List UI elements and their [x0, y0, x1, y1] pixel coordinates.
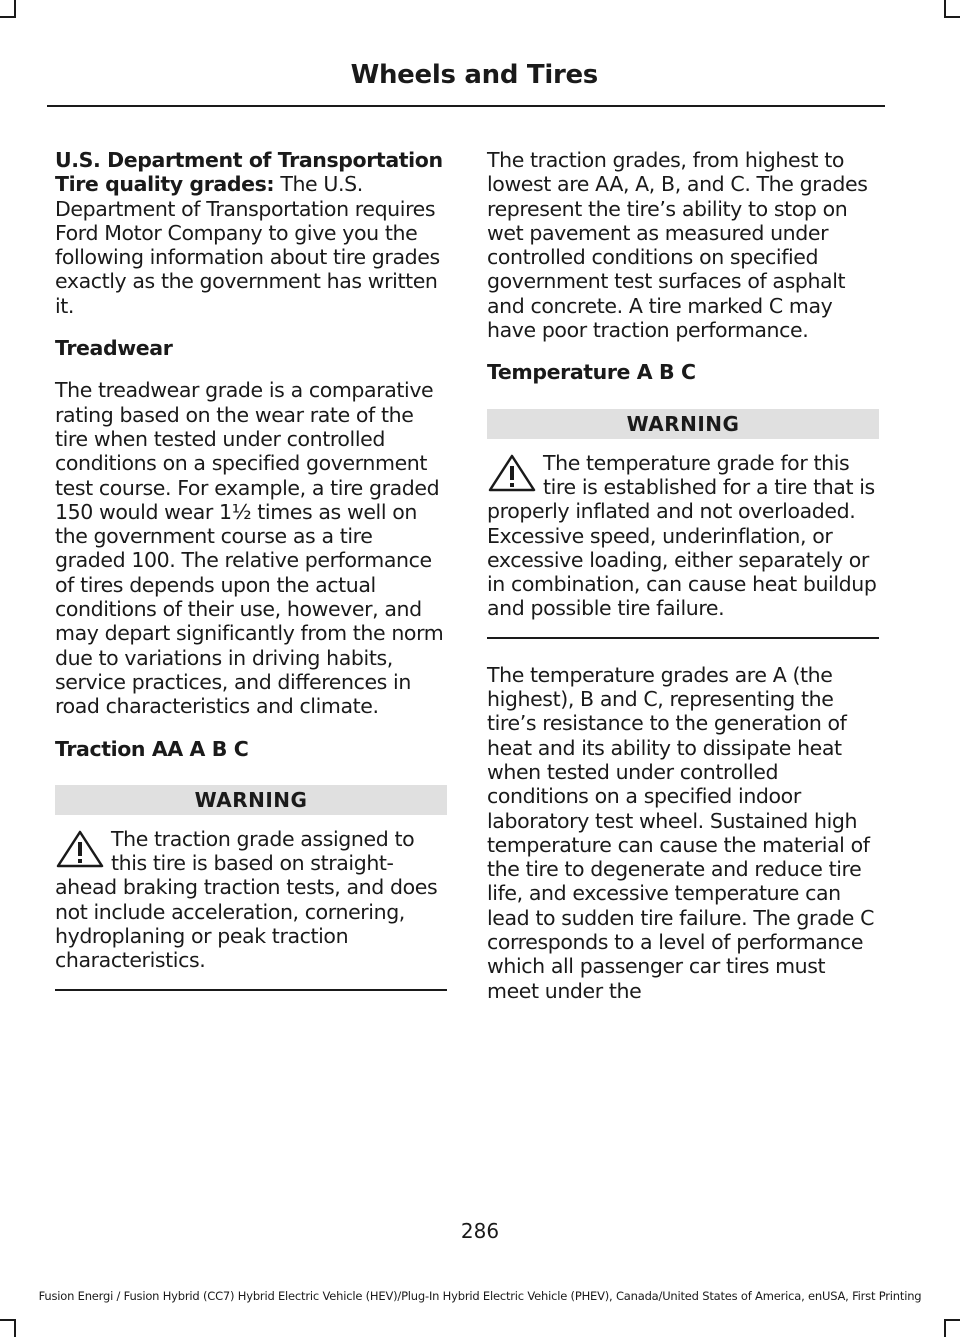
warning-label: WARNING: [487, 409, 879, 439]
intro-bold-lead: U.S. Department of Transportation Tire quality grades:: [55, 148, 443, 197]
footer-text: Fusion Energi / Fusion Hybrid (CC7) Hybrid Electric Vehicle (HEV)/Plug-In Hybrid Electric Vehicle (PHEV), Canada/United States of America, enUSA, First Printing: [38, 1289, 922, 1303]
page-number: 286: [460, 1219, 500, 1243]
right-column: [487, 148, 879, 1021]
crop-mark: [944, 1319, 946, 1337]
warning-divider: [55, 989, 447, 991]
warning-triangle-icon: [55, 829, 105, 869]
warning-box-temperature: [487, 451, 879, 621]
temperature-heading: Temperature A B C: [487, 360, 696, 385]
header-divider: [47, 105, 885, 107]
page-title: Wheels and Tires: [350, 60, 598, 90]
crop-mark: [944, 1319, 960, 1321]
warning-box-traction: [55, 827, 447, 973]
warning-text: The temperature grade for this tire is established for a tire that is properly inflated and not overloaded. Excessive speed, underinflation, or excessive loading, either separately or in combination, can cause heat buildup and possible tire failure.: [487, 450, 877, 621]
warning-divider: [487, 637, 879, 639]
warning-text: The traction grade assigned to this tire is based on straight-ahead braking traction tests, and does not include acceleration, cornering, hydroplaning or peak traction characteristics.: [55, 826, 438, 973]
warning-triangle-icon: [487, 453, 537, 493]
treadwear-paragraph: The treadwear grade is a comparative rating based on the wear rate of the tire when tested under controlled conditions on a specified government test course. For example, a tire graded 150 would wear 1½ times as well on the government course as a tire graded 100. The relative performance of tires depends upon the actual conditions of their use, however, and may depart significantly from the norm due to variations in driving habits, service practices, and differences in road characteristics and climate.: [55, 378, 444, 719]
crop-mark: [0, 16, 16, 18]
warning-label: WARNING: [55, 785, 447, 815]
traction-heading: Traction AA A B C: [55, 736, 249, 761]
traction-paragraph: The traction grades, from highest to lowest are AA, A, B, and C. The grades represent the tire’s ability to stop on wet pavement as measured under controlled conditions on specified government test surfaces of asphalt and concrete. A tire marked C may have poor traction performance.: [487, 148, 868, 343]
intro-paragraph: [55, 148, 447, 318]
treadwear-heading: Treadwear: [55, 336, 173, 361]
left-column: [55, 148, 447, 1015]
intro-text: The U.S. Department of Transportation requires Ford Motor Company to give you the following information about tire grades exactly as the government has written it.: [55, 172, 440, 318]
temperature-paragraph: The temperature grades are A (the highest), B and C, representing the tire’s resistance to the generation of heat and its ability to dissipate heat when tested under controlled conditions on a specified indoor laboratory test wheel. Sustained high temperature can cause the material of the tire to degenerate and reduce tire life, and excessive temperature can lead to sudden tire failure. The grade C corresponds to a level of performance which all passenger car tires must meet under the: [487, 662, 875, 1003]
crop-mark: [14, 1319, 16, 1337]
crop-mark: [0, 1319, 16, 1321]
crop-mark: [944, 16, 960, 18]
